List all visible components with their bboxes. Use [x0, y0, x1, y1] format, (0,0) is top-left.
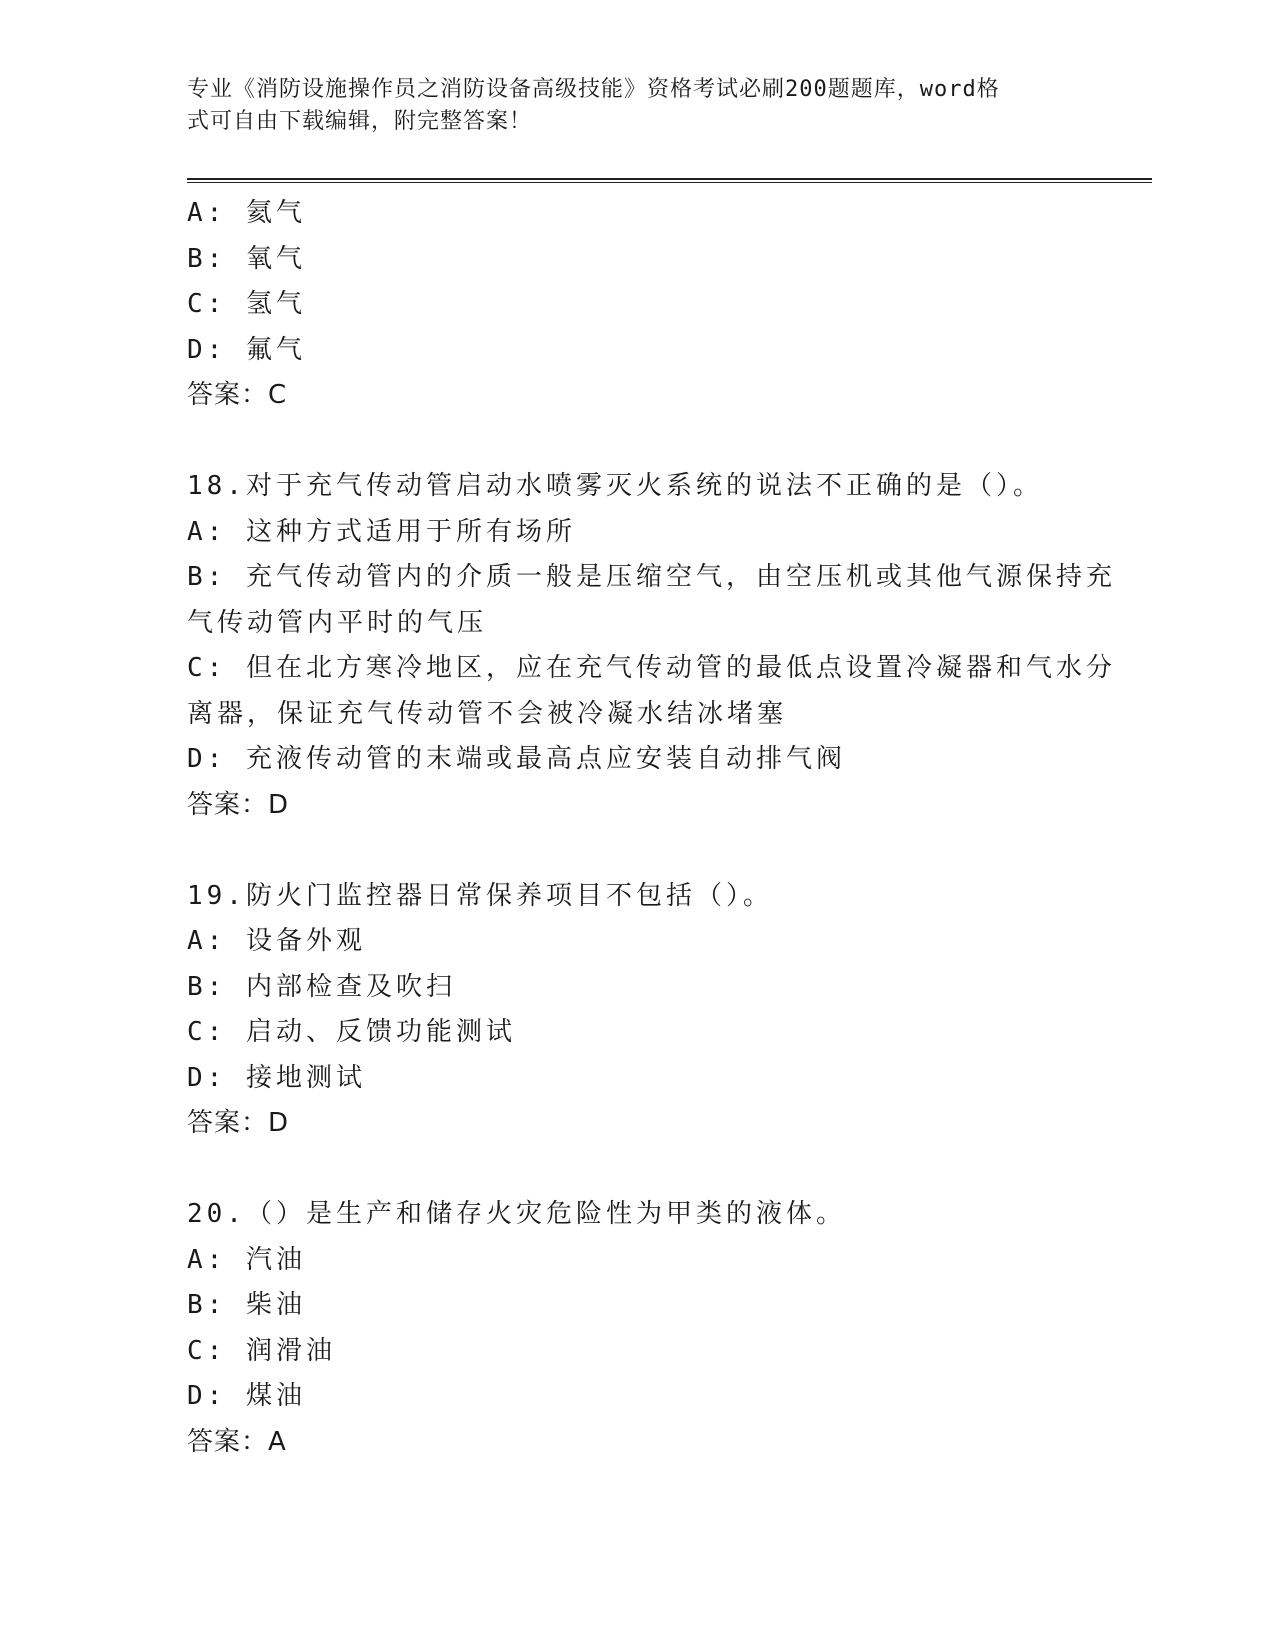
question-20	[187, 1192, 1087, 1465]
option-d: D: 煤油	[187, 1381, 306, 1411]
header-line-2: 式可自由下载编辑，附完整答案！	[187, 109, 533, 134]
option-a: A: 氦气	[187, 198, 306, 228]
spacer	[187, 419, 1087, 465]
question-19	[187, 874, 1087, 1147]
option-b: B: 氧气	[187, 243, 306, 274]
spacer	[187, 828, 1087, 874]
option-b-line-1: B: 充气传动管内的介质一般是压缩空气，由空压机或其他气源保持充	[187, 562, 1116, 592]
option-c: C: 氢气	[187, 289, 306, 319]
option-c-line-1: C: 但在北方寒冷地区，应在充气传动管的最低点设置冷凝器和气水分	[187, 653, 1116, 683]
option-b-line-2: 气传动管内平时的气压	[187, 607, 488, 638]
answer-line: 答案：A	[187, 1426, 287, 1457]
option-a: A: 汽油	[187, 1244, 306, 1275]
document-header	[187, 74, 1067, 138]
option-a: A: 这种方式适用于所有场所	[187, 516, 576, 547]
option-d: D: 接地测试	[187, 1062, 366, 1093]
option-c: C: 润滑油	[187, 1335, 336, 1366]
answer-line: 答案：D	[187, 789, 290, 820]
option-b: B: 柴油	[187, 1290, 306, 1320]
question-list	[187, 191, 1116, 1465]
question-text: 19.防火门监控器日常保养项目不包括（）。	[187, 880, 773, 911]
spacer	[187, 1147, 1087, 1193]
option-a: A: 设备外观	[187, 926, 366, 956]
question-17	[187, 191, 1087, 419]
option-c-line-2: 离器，保证充气传动管不会被冷凝水结冰堵塞	[187, 698, 788, 729]
question-18	[187, 464, 1116, 828]
header-line-1: 专业《消防设施操作员之消防设备高级技能》资格考试必刷200题题库，word格	[187, 77, 1000, 102]
header-divider	[187, 178, 1152, 183]
option-c: C: 启动、反馈功能测试	[187, 1017, 516, 1047]
answer-line: 答案：C	[187, 380, 288, 410]
option-d: D: 氟气	[187, 334, 306, 365]
question-text: 20.（）是生产和储存火灾危险性为甲类的液体。	[187, 1199, 846, 1229]
question-text: 18.对于充气传动管启动水喷雾灭火系统的说法不正确的是（）。	[187, 471, 1043, 501]
option-d: D: 充液传动管的末端或最高点应安装自动排气阀	[187, 744, 846, 774]
answer-line: 答案：D	[187, 1108, 290, 1138]
option-b: B: 内部检查及吹扫	[187, 971, 456, 1002]
